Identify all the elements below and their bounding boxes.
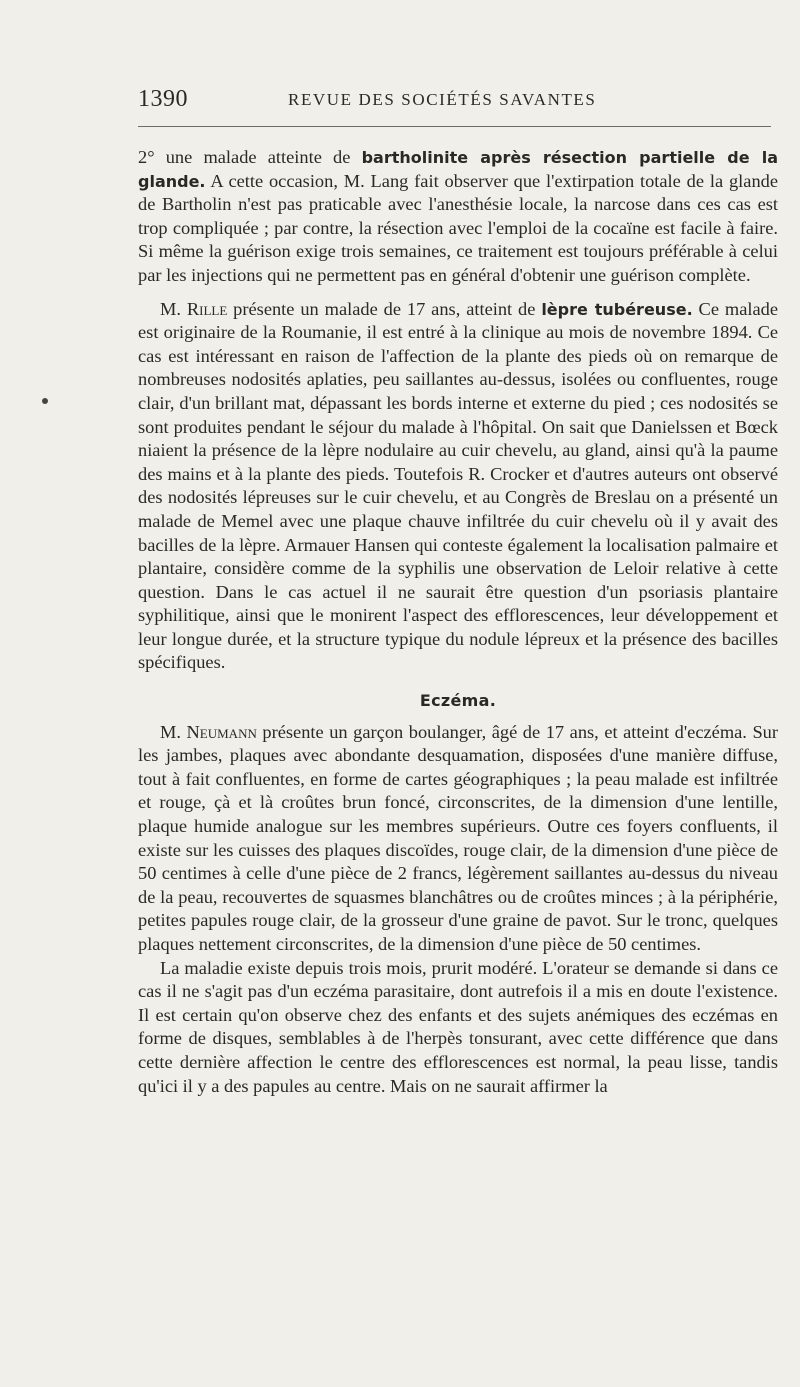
running-head: REVUE DES SOCIÉTÉS SAVANTES [288, 90, 597, 109]
margin-mark [42, 398, 48, 404]
paragraph-1-rest: A cette occasion, M. Lang fait observer que l'extirpation totale de la glande de Bartholin n'est pas praticable avec l'anesthésie locale, la narcose dans ces cas est trop compliquée ; par contre, la résection avec l'emploi de la cocaïne est facile à faire. Si même la guérison exige trois semaines, ce traitement est toujours préférable à celui par les injections qui ne permettent pas en général d'obtenir une guérison complète. [138, 170, 778, 285]
paragraph-2-middle: présente un malade de 17 ans, atteint de [227, 298, 542, 319]
page-number: 1390 [138, 86, 188, 112]
paragraph-maladie: La maladie existe depuis trois mois, prurit modéré. L'orateur se demande si dans ce cas il ne s'agit pas d'un eczéma parasitaire, dont autrefois il a mis en doute l'existence. Il est certain qu'on observe chez des enfants et des sujets anémiques des eczémas en forme de disques, semblables à de l'herpès tonsurant, avec cette différence que dans cette dernière affection le centre des efflorescences est normal, la peau lisse, tandis qu'ici il y a des papules au centre. Mais on ne saurait affirmer la [138, 957, 778, 1096]
paragraph-3-rest: présente un garçon boulanger, âgé de 17 ans, et atteint d'eczéma. Sur les jambes, plaques avec abondante desquamation, disposées d'une manière diffuse, tout à fait confluentes, en forme de cartes géographiques ; la peau malade est infiltrée et rouge, çà et là croûtes brun foncé, circonscrites, de la dimension d'une lentille, plaque humide analogue sur les membres supérieurs. Outre ces foyers confluents, il existe sur les cuisses des plaques discoïdes, rouge clair, de la dimension d'une pièce de 50 centimes à celle d'une pièce de 2 francs, légèrement saillantes au-dessus du niveau de la peau, recouvertes de squasmes blanchâtres ou de croûtes minces ; à la périphérie, petites papules rouge clair, de la grosseur d'une graine de pavot. Sur le tronc, quelques plaques nettement circonscrites, de la dimension d'une pièce de 50 centimes. [138, 721, 778, 954]
paragraph-bartholinite [138, 146, 778, 288]
speaker-name-rille: Rille [186, 298, 228, 319]
paragraph-lepre [138, 298, 778, 676]
paragraph-2-bold-term: lèpre tubéreuse. [541, 299, 693, 319]
paragraph-1-bold-term: bartholinite après résection partielle de la glande. [138, 148, 779, 191]
speaker-name-neumann: Neumann [186, 721, 257, 742]
header-rule [138, 126, 771, 127]
page-header [138, 86, 778, 116]
paragraph-eczema [138, 721, 778, 957]
paragraph-1-lead: 2° une malade atteinte de [138, 147, 362, 167]
body-text [138, 146, 778, 1098]
paragraph-2-rest: Ce malade est originaire de la Roumanie, il est entré à la clinique au mois de novembre 1894. Ce cas est intéressant en raison de l'affection de la plante des pieds où on remarque de nombreuses nodosités aplaties, peu saillantes au-dessus, isolées ou confluentes, rouge clair, d'un brillant mat, dépassant les bords interne et externe du pied ; ces nodosités se sont produites pendant le séjour du malade à l'hôpital. On sait que Danielssen et Bœck niaient la présence de la lèpre nodulaire au cuir chevelu, au gland, ainsi qu'à la paume des mains et à la plante des pieds. Toutefois R. Crocker et d'autres auteurs ont observé des nodosités lépreuses sur le cuir chevelu, et au Congrès de Breslau on a présenté un malade de Memel avec une plaque chauve infiltrée du cuir chevelu où il y avait des bacilles de la lèpre. Armauer Hansen qui conteste également la localisation palmaire et plantaire, considère comme de la syphilis une observation de Leloir relative à cette question. Dans le cas actuel il ne saurait être question d'un psoriasis plantaire syphilitique, ainsi que le monirent l'aspect des efflorescences, leur développement et leur longue durée, et la structure typique du nodule lépreux et la présence des bacilles spécifiques. [138, 298, 778, 673]
section-heading: Eczéma. [419, 691, 497, 711]
paragraph-3-prefix: M. [160, 721, 187, 742]
paragraph-2-prefix: M. [160, 298, 187, 319]
